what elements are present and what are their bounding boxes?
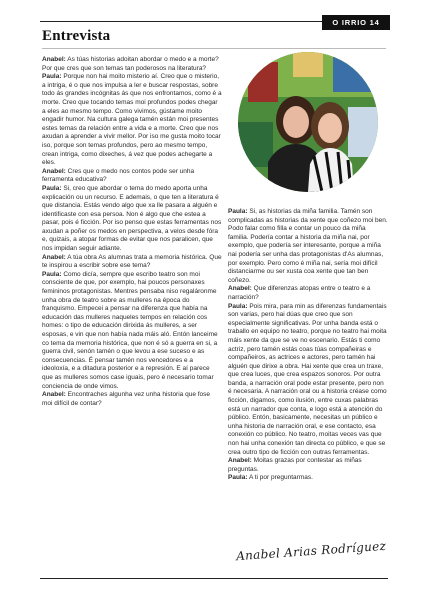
footer-rule [40, 578, 388, 579]
header-rule [40, 21, 340, 22]
qa-paragraph: Anabel: Moitas grazas por contestar as miñas preguntas. [228, 457, 362, 473]
page-title: Entrevista [42, 28, 111, 44]
qa-paragraph: Paula: A ti por preguntarmas. [228, 474, 313, 482]
qa-paragraph: Paula: Porque non hai moito misterio aí. Creo que o misterio, a intriga, é o que nos impulsa a ler e buscar respostas, sobre todo ás grandes incógnitas ás que nos enfrontamos, como é a morte. Creo que tocando temas moi profundos podes chegar a eles ao mesmo tempo. Como vivimos, gústame moito engadir humor. Na cultura galega tamén están moi presentes estes temas da relación entre a vida e a morte. Creo que nos axudan a aprender a vivir mellor. Por iso me gusta moito tocar iso, porque son temas profundos, pero ao mesmo tempo, crean intriga, como dixeches, á vez que podes achegarte a eles. [42, 73, 222, 167]
qa-paragraph: Paula: Si, creo que abordar o tema do medo aporta unha explicación ou un recurso. E ademais, o que ten a literatura é que distancia. Estás vendo algo que xa lle pasara a alguén e identificaste con esa persoa. Non é algo que che estea a pasar, pois é ficción. Por iso penso que estas ferramentas nos axudan a poñer os medos en perspectiva, a velos desde fóra e, quizais, a atopar formas de evitar que nos paralicen, que nos impidan seguir adiante. [42, 184, 222, 253]
qa-paragraph: Paula: Pois mira, para min as diferenzas fundamentais son varias, pero hai dúas que creo que son especialmente significativas. Por unha banda está o traballo en equipo no teatro, porque no teatro hai moita máis xente da que se ve no escenario. Estás ti como actriz, pero tamén estás coas túas compañeiras e compañeiros, as actrices e actores, pero tamén hai alguén que dirixe a obra. Hai xente que crea un traxe, que crea luces, que crea espazos sonoros. Por outra banda, a narración oral pode estar presente, pero non é necesaria. A narración oral ou a historia créase como ficción, digamos, como ilusión, entre cuxas palabras está un narrador que conta, e logo está a atención do público. Entón, basicamente, necesitas un público e unha historia de narración oral, e ese contacto, esa conexión co público. No teatro, moitas veces vas que non hai unha conexión tan directa co público, e que se crea outro tipo de ficción con outras ferramentas. [228, 302, 387, 456]
qa-paragraph: Paula: Como dicía, sempre que escribo teatro son moi consciente de que, por exemplo, hai poucos personaxes femininos protagonistas. Mentres pensaba niso regaláronme unha obra de teatro sobre as mulleres na época do franquismo. Empecei a pensar na diferenza que había na educación das mulleres naqueles tempos en relación cos homes: o tipo de educación dirixida ás mulleres, a ser esposas, e vin que non había nada máis aló. Entón lanceime co tema da memoria histórica, que non é só a guerra en si, a guerra civil, senón tamén o que levou a ese suceso e as consecuencias. É pensar tamén nos vencedores e a ideoloxía, e a ditadura posterior e a represión. E aí parece que as mulleres somos case iguais, pero é necesario tomar conciencia de onde vimos. [42, 270, 218, 390]
photo-illustration [238, 52, 378, 192]
qa-paragraph: Paula: Si, as historias da miña familia. Tamén son complicadas as historias da xente que coñezo moi ben. Podo falar como filla e contar un pouco da miña familia. Podería contar a historia da miña nai, por exemplo, que podería ser interesante, porque a miña nai podería ser unha das protagonistas d'As alumnas, por exemplo. Pero como é miña nai, sería moi difícil distanciarme ou ser xusta coa xente que tan ben coñezo. [228, 208, 388, 284]
qa-paragraph: Anabel: Cres que o medo nos contos pode ser unha ferramenta educativa? [42, 167, 195, 184]
signature: Anabel Arias Rodríguez [235, 538, 387, 564]
issue-badge: O IRRIO 14 [322, 15, 390, 30]
qa-paragraph: Anabel: A túa obra As alumnas trata a memoria histórica. Que te inspirou a escribir sobre ese tema? [42, 253, 222, 270]
qa-paragraph: Anabel: Encontraches algunha vez unha historia que fose moi difícil de contar? [42, 391, 211, 407]
interview-photo [238, 52, 378, 192]
title-divider [42, 48, 386, 49]
interview-column-right [228, 208, 388, 483]
interview-column-left [42, 56, 222, 408]
qa-paragraph: Anabel: Que diferenzas atopas entre o teatro e a narración? [228, 285, 371, 301]
qa-paragraph: Anabel: As túas historias adoitan abordar o medo e a morte? Por que cres que son temas tan poderosos na literatura? [42, 56, 219, 72]
